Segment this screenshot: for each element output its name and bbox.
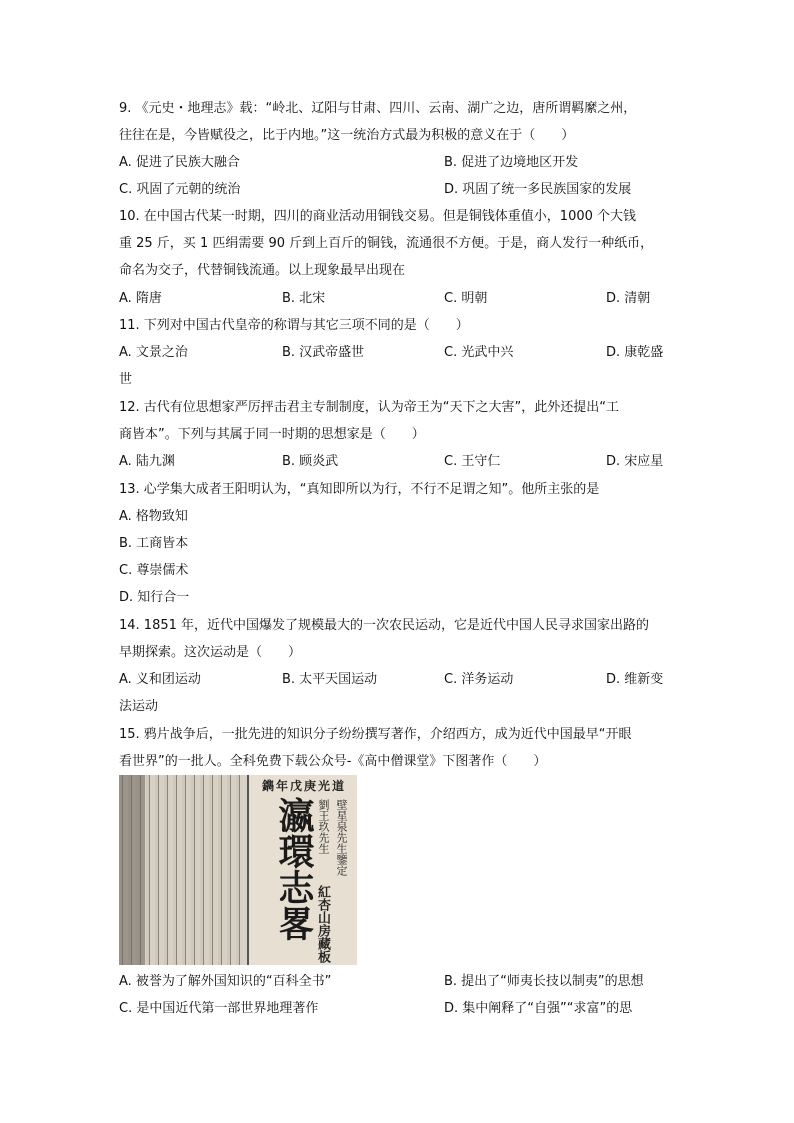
q10-option-a[interactable]: A. 隋唐 <box>119 291 162 306</box>
q10-stem-line1: 10. 在中国古代某一时期，四川的商业活动用铜钱交易。但是铜钱体重值小，1000 个大钱 <box>119 209 637 224</box>
q10-option-b[interactable]: B. 北宋 <box>282 291 326 306</box>
q11-option-d-continued: 世 <box>119 372 133 387</box>
book-cover-image <box>119 775 357 965</box>
q12-option-a[interactable]: A. 陆九渊 <box>119 454 175 469</box>
q12-option-b[interactable]: B. 顾炎武 <box>282 454 339 469</box>
q10-option-d[interactable]: D. 清朝 <box>606 291 651 306</box>
q9-stem-line1: 9. 《元史・地理志》载：“岭北、辽阳与甘肃、四川、云南、湖广之边，唐所谓羁縻之州， <box>119 101 637 116</box>
book-title-page <box>247 775 357 965</box>
q13-option-c[interactable]: C. 尊崇儒术 <box>119 563 189 578</box>
q10-stem-line2: 重 25 斤，买 1 匹绢需要 90 斤到上百斤的铜钱，流通很不方便。于是，商人发行一种纸币， <box>119 236 654 251</box>
q11-option-d[interactable]: D. 康乾盛 <box>606 345 664 360</box>
q9-stem-line2: 往往在是，今皆赋役之，比于内地。”这一统治方式最为积极的意义在于（ ） <box>119 128 575 143</box>
q12-stem-line2: 商皆本”。下列与其属于同一时期的思想家是（ ） <box>119 427 425 442</box>
q11-option-a[interactable]: A. 文景之治 <box>119 345 188 360</box>
book-text-page <box>119 775 243 965</box>
q14-option-d[interactable]: D. 维新变 <box>606 672 664 687</box>
q14-stem-line2: 早期探索。这次运动是（ ） <box>119 645 302 660</box>
book-header-text: 鐫年戊庚光道 <box>261 779 346 793</box>
q11-stem-line1: 11. 下列对中国古代皇帝的称谓与其它三项不同的是（ ） <box>119 318 469 333</box>
q12-option-c[interactable]: C. 王守仁 <box>444 454 501 469</box>
q13-option-d[interactable]: D. 知行合一 <box>119 590 190 605</box>
q14-stem-line1: 14. 1851 年，近代中国爆发了规模最大的一次农民运动，它是近代中国人民寻求国家出路的 <box>119 618 650 633</box>
q12-option-d[interactable]: D. 宋应星 <box>606 454 664 469</box>
q14-option-c[interactable]: C. 洋务运动 <box>444 672 514 687</box>
q13-option-b[interactable]: B. 工商皆本 <box>119 536 189 551</box>
q15-option-c[interactable]: C. 是中国近代第一部世界地理著作 <box>119 1001 319 1016</box>
q14-option-a[interactable]: A. 义和团运动 <box>119 672 201 687</box>
q9-option-b[interactable]: B. 促进了边境地区开发 <box>444 155 579 170</box>
q9-option-c[interactable]: C. 巩固了元朝的统治 <box>119 182 241 197</box>
book-publisher-text: 紅杏山房藏板 <box>315 885 330 963</box>
q15-option-a[interactable]: A. 被誉为了解外国知识的“百科全书” <box>119 974 332 989</box>
q10-option-c[interactable]: C. 明朝 <box>444 291 488 306</box>
q13-option-a[interactable]: A. 格物致知 <box>119 509 188 524</box>
q9-option-a[interactable]: A. 促进了民族大融合 <box>119 155 240 170</box>
q14-option-b[interactable]: B. 太平天国运动 <box>282 672 378 687</box>
book-side-text-1: 劉王玖先生 <box>317 799 330 854</box>
q15-stem-line2: 看世界”的一批人。全科免费下载公众号-《高中僧课堂》下图著作（ ） <box>119 754 547 769</box>
q14-option-d-continued: 法运动 <box>119 699 159 714</box>
q13-stem-line1: 13. 心学集大成者王阳明认为，“真知即所以为行，不行不足谓之知”。他所主张的是 <box>119 482 600 497</box>
q15-option-d[interactable]: D. 集中阐释了“自强”“求富”的思 <box>444 1001 633 1016</box>
q15-option-b[interactable]: B. 提出了“师夷长技以制夷”的思想 <box>444 974 644 989</box>
q10-stem-line3: 命名为交子，代替铜钱流通。以上现象最早出现在 <box>119 263 406 278</box>
q12-stem-line1: 12. 古代有位思想家严厉抨击君主专制制度，认为帝王为“天下之大害”，此外还提出“工 <box>119 400 620 415</box>
q9-option-d[interactable]: D. 巩固了统一多民族国家的发展 <box>444 182 632 197</box>
book-side-text-2: 壁星泉先生鑒定 <box>335 799 348 876</box>
q15-stem-line1: 15. 鸦片战争后，一批先进的知识分子纷纷撰写著作，介绍西方，成为近代中国最早“开眼 <box>119 727 632 742</box>
q11-option-c[interactable]: C. 光武中兴 <box>444 345 514 360</box>
book-title: 瀛環志畧 <box>273 797 315 941</box>
q11-option-b[interactable]: B. 汉武帝盛世 <box>282 345 365 360</box>
